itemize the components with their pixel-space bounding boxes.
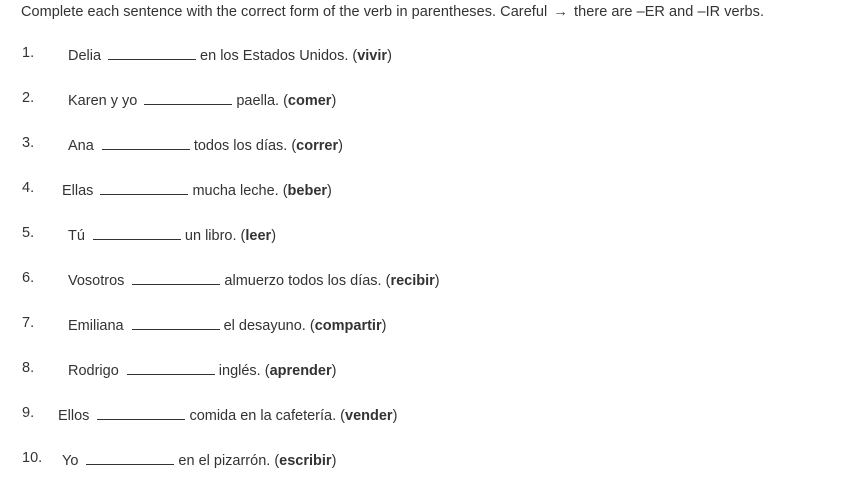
item-verb: compartir: [314, 318, 382, 334]
item-close: ): [331, 363, 337, 379]
item-verb: vivir: [357, 48, 388, 64]
item-sentence: [68, 270, 440, 289]
item-rest: un libro. (: [184, 228, 246, 244]
item-sentence: [62, 450, 336, 469]
item-sentence: [68, 360, 336, 379]
item-verb: beber: [287, 183, 328, 199]
item-close: ): [392, 408, 398, 424]
item-number: 2.: [22, 90, 35, 106]
item-close: ): [331, 93, 337, 109]
right-arrow-icon: →: [553, 4, 568, 20]
item-subject: Tú: [68, 228, 85, 244]
item-close: ): [271, 228, 277, 244]
item-number: 5.: [22, 225, 35, 241]
item-rest: en el pizarrón. (: [178, 453, 280, 469]
item-number: 10.: [22, 450, 43, 466]
answer-blank[interactable]: [132, 315, 220, 330]
item-verb: correr: [296, 138, 339, 154]
item-sentence: [68, 90, 336, 109]
item-close: ): [434, 273, 440, 289]
item-rest: todos los días. (: [193, 138, 297, 154]
item-subject: Karen y yo: [68, 93, 138, 109]
answer-blank[interactable]: [102, 135, 190, 150]
instructions-text-1: Complete each sentence with the correct form of the verb in parentheses. Careful: [21, 4, 548, 20]
item-close: ): [327, 183, 332, 199]
answer-blank[interactable]: [86, 450, 174, 465]
item-rest: en los Estados Unidos. (: [200, 48, 358, 64]
item-verb: escribir: [279, 453, 332, 469]
item-sentence: [62, 180, 332, 199]
item-subject: Ellas: [62, 183, 94, 199]
answer-blank[interactable]: [97, 405, 185, 420]
item-number: 3.: [22, 135, 35, 151]
item-number: 1.: [22, 45, 35, 61]
item-subject: Vosotros: [68, 273, 125, 289]
item-number: 9.: [22, 405, 35, 421]
answer-blank[interactable]: [144, 90, 232, 105]
item-verb: leer: [245, 228, 272, 244]
item-verb: vender: [345, 408, 393, 424]
item-rest: mucha leche. (: [192, 183, 288, 199]
item-subject: Emiliana: [68, 318, 124, 334]
item-sentence: [68, 225, 276, 244]
item-verb: aprender: [269, 363, 332, 379]
item-close: ): [381, 318, 387, 334]
item-verb: recibir: [390, 273, 435, 289]
item-rest: paella. (: [236, 93, 288, 109]
answer-blank[interactable]: [100, 180, 188, 195]
item-number: 6.: [22, 270, 35, 286]
item-rest: comida en la cafetería. (: [189, 408, 345, 424]
item-subject: Rodrigo: [68, 363, 119, 379]
item-sentence: [58, 405, 397, 424]
item-subject: Ellos: [58, 408, 90, 424]
item-close: ): [338, 138, 343, 154]
item-subject: Yo: [62, 453, 79, 469]
item-number: 7.: [22, 315, 35, 331]
item-subject: Delia: [68, 48, 102, 64]
item-sentence: [68, 135, 343, 154]
answer-blank[interactable]: [132, 270, 220, 285]
item-verb: comer: [287, 93, 332, 109]
item-number: 4.: [22, 180, 35, 196]
item-rest: inglés. (: [218, 363, 270, 379]
item-subject: Ana: [68, 138, 94, 154]
item-number: 8.: [22, 360, 35, 376]
item-close: ): [387, 48, 392, 64]
item-sentence: [68, 45, 392, 64]
answer-blank[interactable]: [127, 360, 215, 375]
item-rest: el desayuno. (: [223, 318, 315, 334]
instructions: [21, 4, 764, 20]
instructions-text-2: there are –ER and –IR verbs.: [574, 4, 765, 20]
answer-blank[interactable]: [93, 225, 181, 240]
answer-blank[interactable]: [108, 45, 196, 60]
item-sentence: [68, 315, 386, 334]
item-rest: almuerzo todos los días. (: [224, 273, 391, 289]
item-close: ): [331, 453, 337, 469]
